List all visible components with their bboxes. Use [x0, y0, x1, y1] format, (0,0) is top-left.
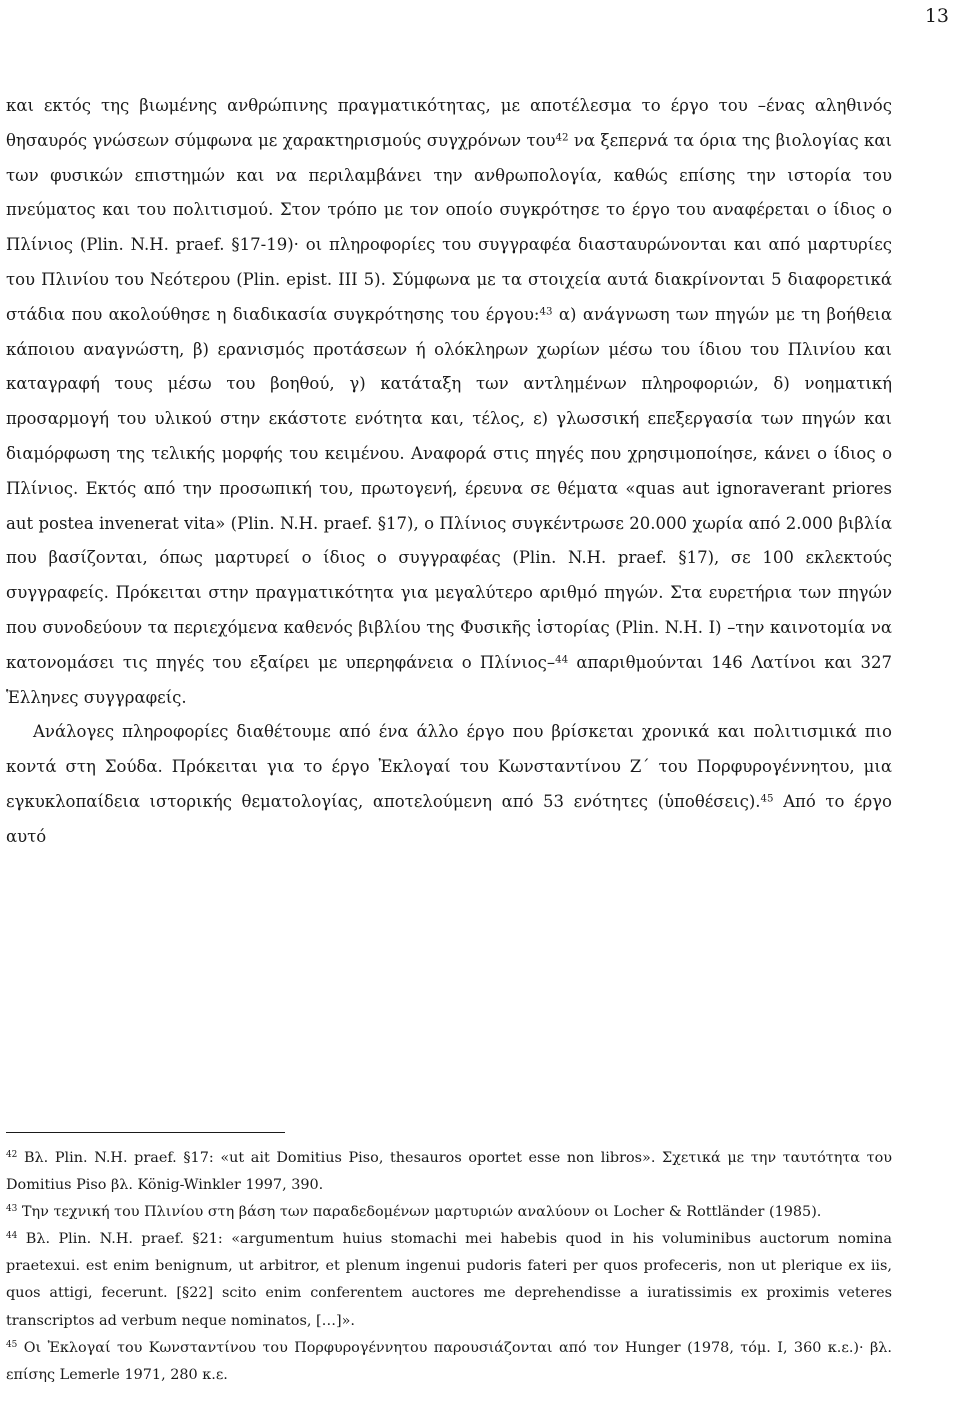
footnote-42	[6, 1145, 892, 1199]
text-run: Ανάλογες πληροφορίες διαθέτουμε από ένα άλλο έργο που βρίσκεται χρονικά και πολιτισμικά πιο κοντά στη Σούδα. Πρόκειται για το έργο Ἐκλογαί του Κωνσταντίνου Ζ΄ του Πορφυρογέννητου, μια εγκυκλοπαίδεια ιστορικής θεματολογίας, αποτελούμενη από 53 ενότητες (ὑποθέσεις).	[6, 722, 892, 811]
footnote-text: Βλ. Plin. N.H. praef. §17: «ut ait Domitius Piso, thesauros oportet esse non libros». Σχετικά με την ταυτότητα του Domitius Piso βλ. König-Winkler 1997, 390.	[6, 1150, 892, 1194]
footnote-ref-44: 44	[555, 654, 569, 666]
body-text	[6, 89, 892, 855]
footnote-43	[6, 1199, 892, 1226]
paragraph-1	[6, 89, 892, 715]
page-number: 13	[924, 5, 949, 27]
text-run: Από το έργο αυτό	[6, 791, 892, 846]
text-run: α) ανάγνωση των πηγών με τη βοήθεια κάποιου αναγνώστη, β) ερανισμός προτάσεων ή ολόκληρων χωρίων μέσω του ίδιου του Πλινίου και καταγραφή τους μέσω του βοηθού, γ) κατάταξη των αντλημένων πληροφοριών, δ) νοηματική προσαρμογή του υλικού στην εκάστοτε ενότητα και, τέλος, ε) γλωσσική επεξεργασία των πηγών και διαμόρφωση της τελικής μορφής του κειμένου. Αναφορά στις πηγές που χρησιμοποίησε, κάνει ο ίδιος ο Πλίνιος. Εκτός από την προσωπική του, πρωτογενή, έρευνα σε θέματα «quas aut ignoraverant priores aut postea invenerat vita» (Plin. N.H. praef. §17), ο Πλίνιος συγκέντρωσε 20.000 χωρία από 2.000 βιβλία που βασίζονται, όπως μαρτυρεί ο ίδιος ο συγγραφέας (Plin. N.H. praef. §17), σε 100 εκλεκτούς συγγραφείς. Πρόκειται στην πραγματικότητα για μεγαλύτερο αριθμό πηγών. Στα ευρετήρια των πηγών που συνοδεύουν τα περιεχόμενα καθενός βιβλίου της Φυσικῆς ἱστορίας (Plin. N.H. I) –την καινοτομία να κατονομάσει τις πηγές του εξαίρει με υπερηφάνεια ο Πλίνιος–	[6, 304, 892, 672]
text-run: να ξεπερνά τα όρια της βιολογίας και των φυσικών επιστημών και να περιλαμβάνει την ανθρωπολογία, καθώς επίσης την ιστορία του πνεύματος και του πολιτισμού. Στον τρόπο με τον οποίο συγκρότησε το έργο του αναφέρεται ο ίδιος ο Πλίνιος (Plin. N.H. praef. §17-19)· οι πληροφορίες του συγγραφέα διασταυρώνονται και από μαρτυρίες του Πλινίου του Νεότερου (Plin. epist. III 5). Σύμφωνα με τα στοιχεία αυτά διακρίνονται 5 διαφορετικά στάδια που ακολούθησε η διαδικασία συγκρότησης του έργου:	[6, 130, 892, 324]
footnote-number: 45	[6, 1339, 18, 1350]
text-run: και εκτός της βιωμένης ανθρώπινης πραγματικότητας, με αποτέλεσμα το έργο του –ένας αληθινός θησαυρός γνώσεων σύμφωνα με χαρακτηρισμούς συγχρόνων του	[6, 96, 892, 150]
text-run: απαριθμούνται 146 Λατίνοι και 327 Ἑλληνες συγγραφείς.	[6, 652, 892, 707]
paragraph-2	[6, 715, 892, 854]
footnote-text: Βλ. Plin. N.H. praef. §21: «argumentum huius stomachi mei habebis quod in his voluminibus auctorum nomina praetexui. est enim benignum, ut arbitror, et plenum ingenui pudoris fateri per quos profeceris, non ut plerique ex iis, quos attigi, fecerunt. [§22] scito enim conferentem auctores me deprehendisse a iuratissimis ex proximis veteres transcriptos ad verbum neque nominatos, […]».	[6, 1231, 892, 1329]
footnote-ref-43: 43	[539, 306, 553, 318]
footnote-44	[6, 1226, 892, 1334]
footnote-ref-42: 42	[555, 132, 569, 144]
footnote-ref-45: 45	[760, 793, 774, 805]
footnotes	[6, 1145, 892, 1389]
footnote-text: Οι Ἐκλογαί του Κωνσταντίνου του Πορφυρογέννητου παρουσιάζονται από τον Hunger (1978, τόμ. I, 360 κ.ε.)· βλ. επίσης Lemerle 1971, 280 κ.ε.	[6, 1339, 892, 1383]
footnote-45	[6, 1335, 892, 1389]
footnote-number: 42	[6, 1150, 18, 1161]
footnote-separator	[6, 1132, 285, 1133]
footnote-number: 43	[6, 1204, 18, 1215]
footnote-number: 44	[6, 1231, 18, 1242]
footnote-text: Την τεχνική του Πλινίου στη βάση των παραδεδομένων μαρτυριών αναλύουν οι Locher & Rottländer (1985).	[17, 1204, 822, 1221]
